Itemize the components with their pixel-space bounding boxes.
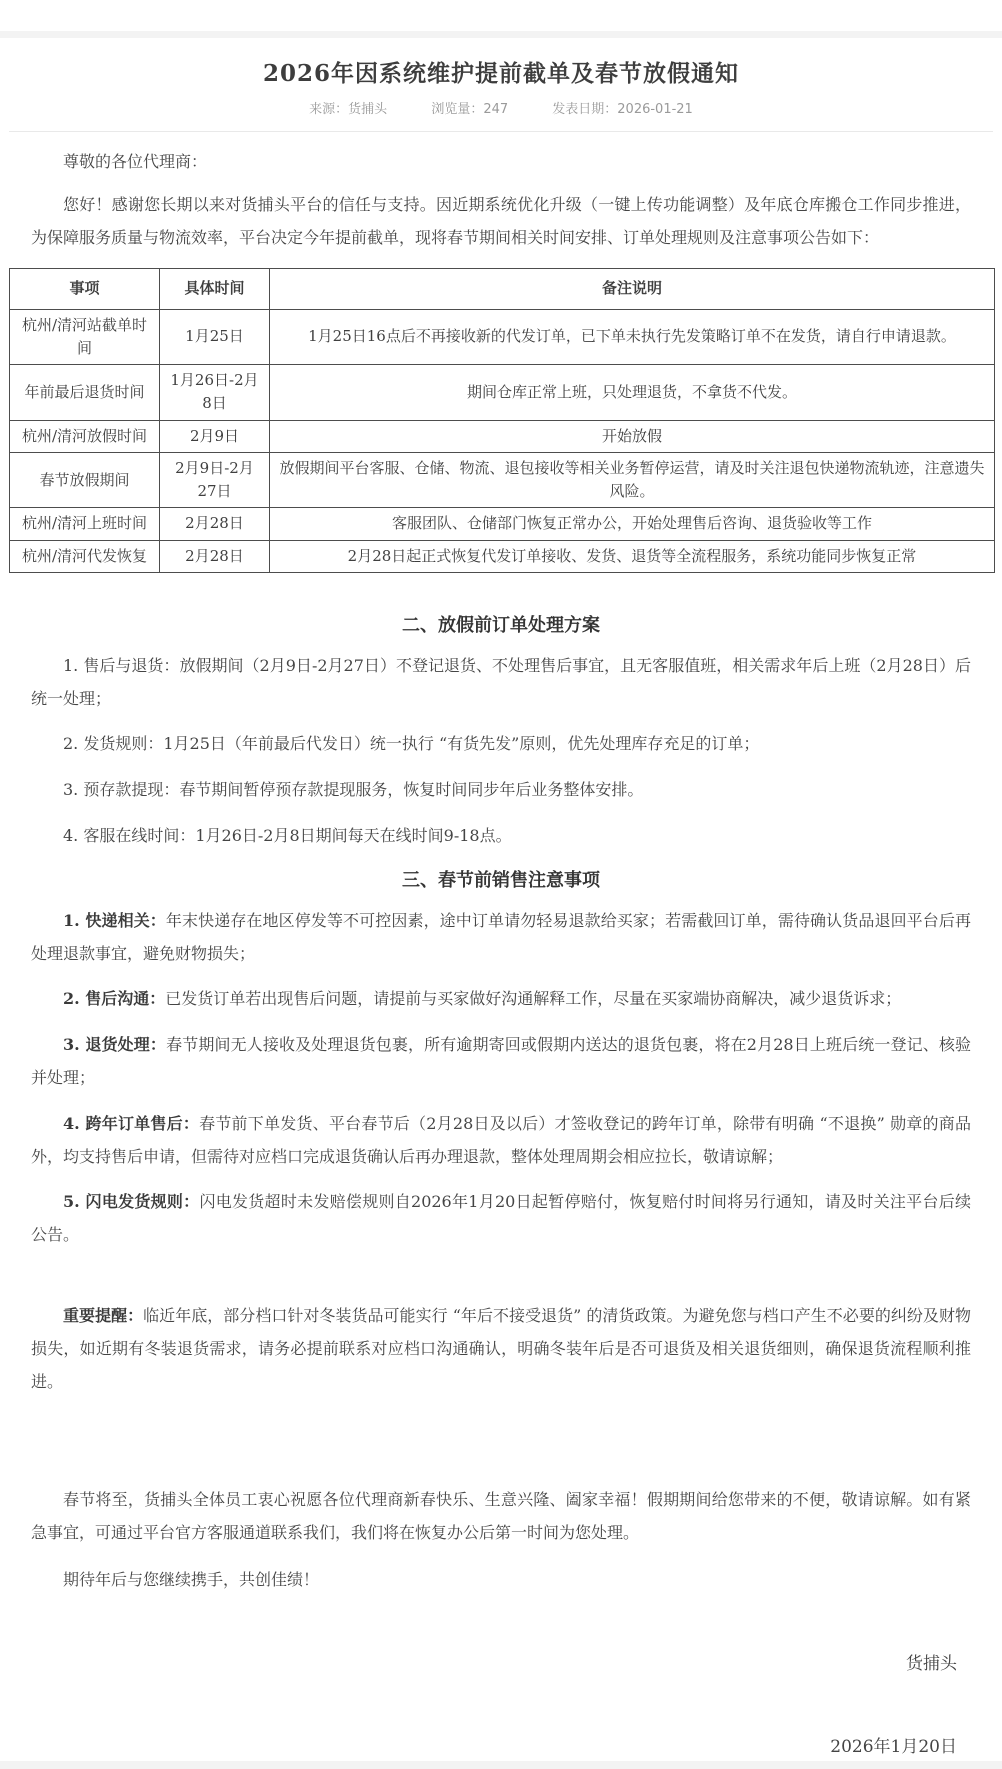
section3-item bbox=[31, 1186, 971, 1252]
section3-item bbox=[31, 983, 971, 1016]
section3-item bbox=[31, 1029, 971, 1095]
section3-item bbox=[31, 1108, 971, 1174]
section3-block bbox=[9, 866, 993, 1597]
item-label: 1. 快递相关： bbox=[63, 910, 166, 930]
cell-item: 杭州/清河放假时间 bbox=[10, 420, 160, 452]
cell-note: 期间仓库正常上班，只处理退货，不拿货不代发。 bbox=[270, 365, 995, 421]
cell-note: 1月25日16点后不再接收新的代发订单，已下单未执行先发策略订单不在发货，请自行申请退款。 bbox=[270, 309, 995, 365]
cell-time: 1月25日 bbox=[160, 309, 270, 365]
section3-item bbox=[31, 905, 971, 971]
item-text: 已发货订单若出现售后问题，请提前与买家做好沟通解释工作，尽量在买家端协商解决，减少退货诉求； bbox=[165, 989, 902, 1009]
table-row bbox=[10, 508, 995, 540]
section3-heading: 三、春节前销售注意事项 bbox=[402, 869, 600, 891]
cell-item: 杭州/清河上班时间 bbox=[10, 508, 160, 540]
holiday-schedule-table bbox=[9, 268, 995, 573]
item-text: 春节期间无人接收及处理退货包裹，所有逾期寄回或假期内送达的退货包裹，将在2月28日上班后统一登记、核验并处理； bbox=[31, 1035, 971, 1088]
table-row bbox=[10, 540, 995, 572]
table-row bbox=[10, 309, 995, 365]
section2-item: 2. 发货规则：1月25日（年前最后代发日）统一执行 “有货先发”原则，优先处理库存充足的订单； bbox=[63, 734, 760, 754]
cell-note: 客服团队、仓储部门恢复正常办公，开始处理售后咨询、退货验收等工作 bbox=[270, 508, 995, 540]
cell-item: 春节放假期间 bbox=[10, 452, 160, 508]
cell-note: 放假期间平台客服、仓储、物流、退包接收等相关业务暂停运营，请及时关注退包快递物流轨迹，注意遗失风险。 bbox=[270, 452, 995, 508]
cell-time: 2月28日 bbox=[160, 508, 270, 540]
table-header-row bbox=[10, 269, 995, 309]
cell-item: 年前最后退货时间 bbox=[10, 365, 160, 421]
item-label: 3. 退货处理： bbox=[63, 1035, 167, 1055]
article-body bbox=[9, 146, 993, 254]
item-text: 春节前下单发货、平台春节后（2月28日及以后）才签收登记的跨年订单，除带有明确 “不退换” 勋章的商品外，均支持售后申请，但需待对应档口完成退货确认后再办理退款，整体处理周期会相应拉长，敬请谅解； bbox=[31, 1113, 972, 1166]
section2-item: 1. 售后与退货：放假期间（2月9日-2月27日）不登记退货、不处理售后事宜，且无客服值班，相关需求年后上班（2月28日）后统一处理； bbox=[31, 655, 971, 708]
page-title: 2026年因系统维护提前截单及春节放假通知 bbox=[262, 60, 739, 87]
table-row bbox=[10, 452, 995, 508]
signature: 货捕头 bbox=[906, 1653, 957, 1674]
item-text: 年末快递存在地区停发等不可控因素，途中订单请勿轻易退款给买家；若需截回订单，需待确认货品退回平台后再处理退款事宜，避免财物损失； bbox=[31, 910, 971, 963]
intro-paragraph: 您好！感谢您长期以来对货捕头平台的信任与支持。因近期系统优化升级（一键上传功能调整）及年底仓库搬仓工作同步推进，为保障服务质量与物流效率，平台决定今年提前截单，现将春节期间相关时间安排、订单处理规则及注意事项公告如下： bbox=[31, 194, 971, 247]
cell-time: 1月26日-2月8日 bbox=[160, 365, 270, 421]
cell-time: 2月28日 bbox=[160, 540, 270, 572]
signature-date: 2026年1月20日 bbox=[830, 1736, 957, 1757]
cell-note: 开始放假 bbox=[270, 420, 995, 452]
section2-item: 3. 预存款提现：春节期间暂停预存款提现服务，恢复时间同步年后业务整体安排。 bbox=[63, 780, 644, 800]
meta-views: 浏览量：247 bbox=[431, 102, 509, 117]
item-label: 2. 售后沟通： bbox=[63, 989, 166, 1009]
section2-item: 4. 客服在线时间：1月26日-2月8日期间每天在线时间9-18点。 bbox=[63, 826, 512, 846]
notice-text: 临近年底，部分档口针对冬装货品可能实行 “年后不接受退货” 的清货政策。为避免您与档口产生不必要的纠纷及财物损失，如近期有冬装退货需求，请务必提前联系对应档口沟通确认，明确冬装年后是否可退货及相关退货细则，确保退货流程顺利推进。 bbox=[31, 1306, 971, 1391]
header-cell-item: 事项 bbox=[10, 269, 160, 309]
table-row bbox=[10, 365, 995, 421]
cell-time: 2月9日-2月27日 bbox=[160, 452, 270, 508]
cell-note: 2月28日起正式恢复代发订单接收、发货、退货等全流程服务，系统功能同步恢复正常 bbox=[270, 540, 995, 572]
header-cell-note: 备注说明 bbox=[270, 269, 995, 309]
closing-paragraph: 期待年后与您继续携手，共创佳绩！ bbox=[63, 1570, 320, 1590]
meta-divider bbox=[9, 131, 993, 132]
item-text: 闪电发货超时未发赔偿规则自2026年1月20日起暂停赔付，恢复赔付时间将另行通知，请及时关注平台后续公告。 bbox=[31, 1192, 971, 1245]
closing-paragraph: 春节将至，货捕头全体员工衷心祝愿各位代理商新春快乐、生意兴隆、阖家幸福！假期期间给您带来的不便，敬请谅解。如有紧急事宜，可通过平台官方客服通道联系我们，我们将在恢复办公后第一时间为您处理。 bbox=[31, 1490, 971, 1543]
cell-item: 杭州/清河站截单时间 bbox=[10, 309, 160, 365]
cell-item: 杭州/清河代发恢复 bbox=[10, 540, 160, 572]
article-meta bbox=[9, 98, 993, 117]
signature-block bbox=[9, 1649, 993, 1757]
page-bottom-band bbox=[0, 1761, 1002, 1769]
meta-source: 来源：货捕头 bbox=[309, 102, 388, 117]
section2-block bbox=[9, 611, 993, 853]
cell-time: 2月9日 bbox=[160, 420, 270, 452]
table-row bbox=[10, 420, 995, 452]
item-label: 4. 跨年订单售后： bbox=[63, 1113, 200, 1133]
salutation: 尊敬的各位代理商： bbox=[63, 152, 208, 171]
item-label: 5. 闪电发货规则： bbox=[63, 1192, 200, 1212]
notice-label: 重要提醒： bbox=[63, 1306, 144, 1326]
section2-heading: 二、放假前订单处理方案 bbox=[402, 614, 600, 636]
meta-publish-date: 发表日期：2026-01-21 bbox=[552, 102, 693, 117]
header-cell-time: 具体时间 bbox=[160, 269, 270, 309]
important-notice bbox=[31, 1300, 971, 1398]
